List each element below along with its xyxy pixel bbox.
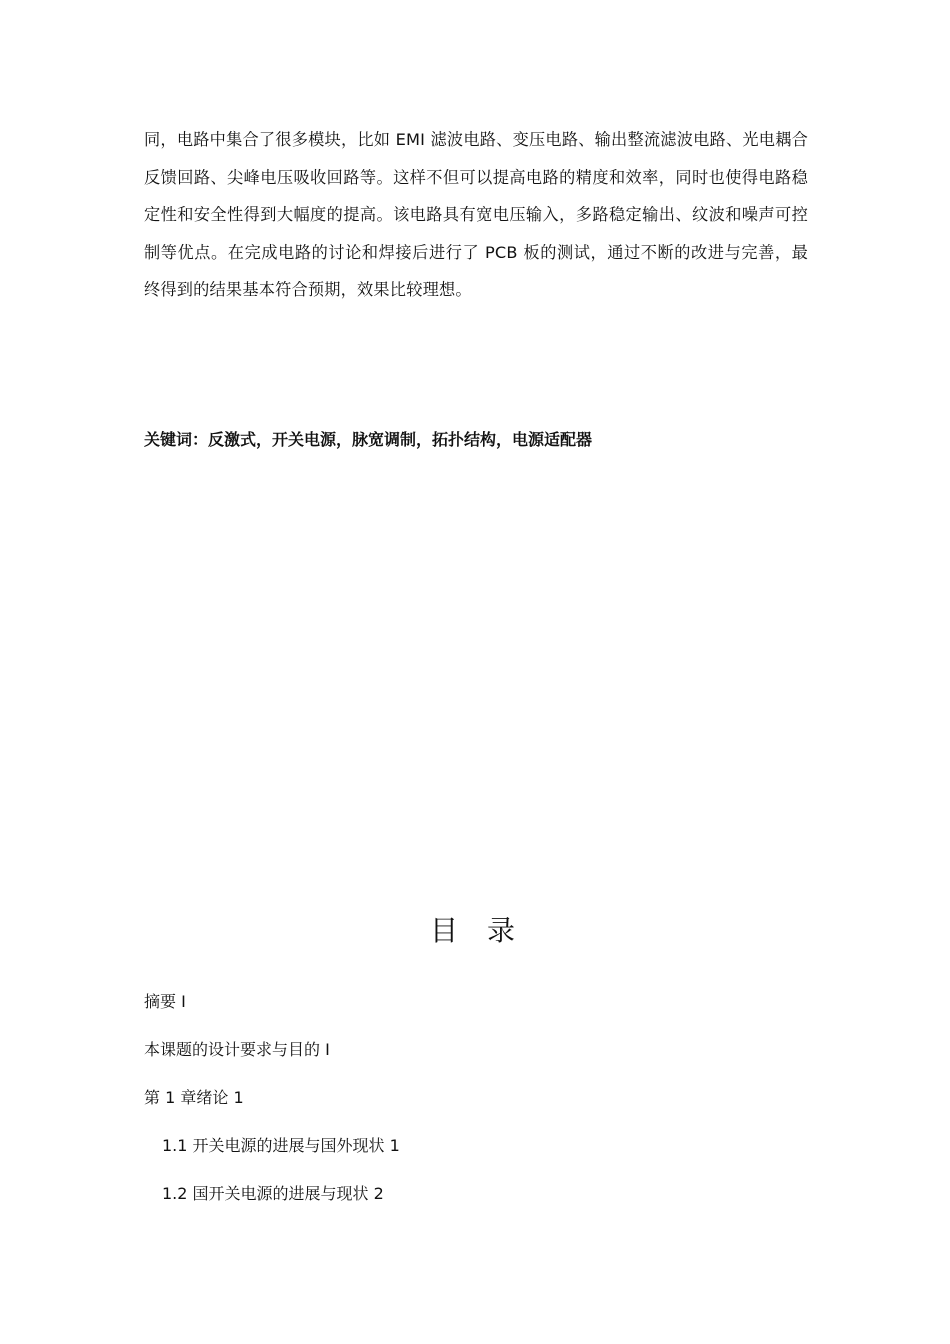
toc-entry-chapter-1: 第 1 章绪论 1 [144,1088,244,1107]
toc-entry-section-1-1: 1.1 开关电源的进展与国外现状 1 [162,1136,400,1155]
keywords-line: 关键词：反激式，开关电源，脉宽调制，拓扑结构，电源适配器 [144,430,593,449]
toc-entry-design-requirements: 本课题的设计要求与目的 I [144,1040,330,1059]
toc-list [144,986,808,1226]
abstract-paragraph: 同，电路中集合了很多模块，比如 EMI 滤波电路、变压电路、输出整流滤波电路、光电耦合反馈回路、尖峰电压吸收回路等。这样不但可以提高电路的精度和效率，同时也使得电路稳定性和安全性得到大幅度的提高。该电路具有宽电压输入，多路稳定输出、纹波和噪声可控制等优点。在完成电路的讨论和焊接后进行了 PCB 板的测试，通过不断的改进与完善，最终得到的结果基本符合预期，效果比较理想。 [144,130,808,299]
toc-title: 目 录 [430,914,525,947]
toc-entry-abstract: 摘要 I [144,992,186,1011]
toc-entry-section-1-2: 1.2 国开关电源的进展与现状 2 [162,1184,384,1203]
